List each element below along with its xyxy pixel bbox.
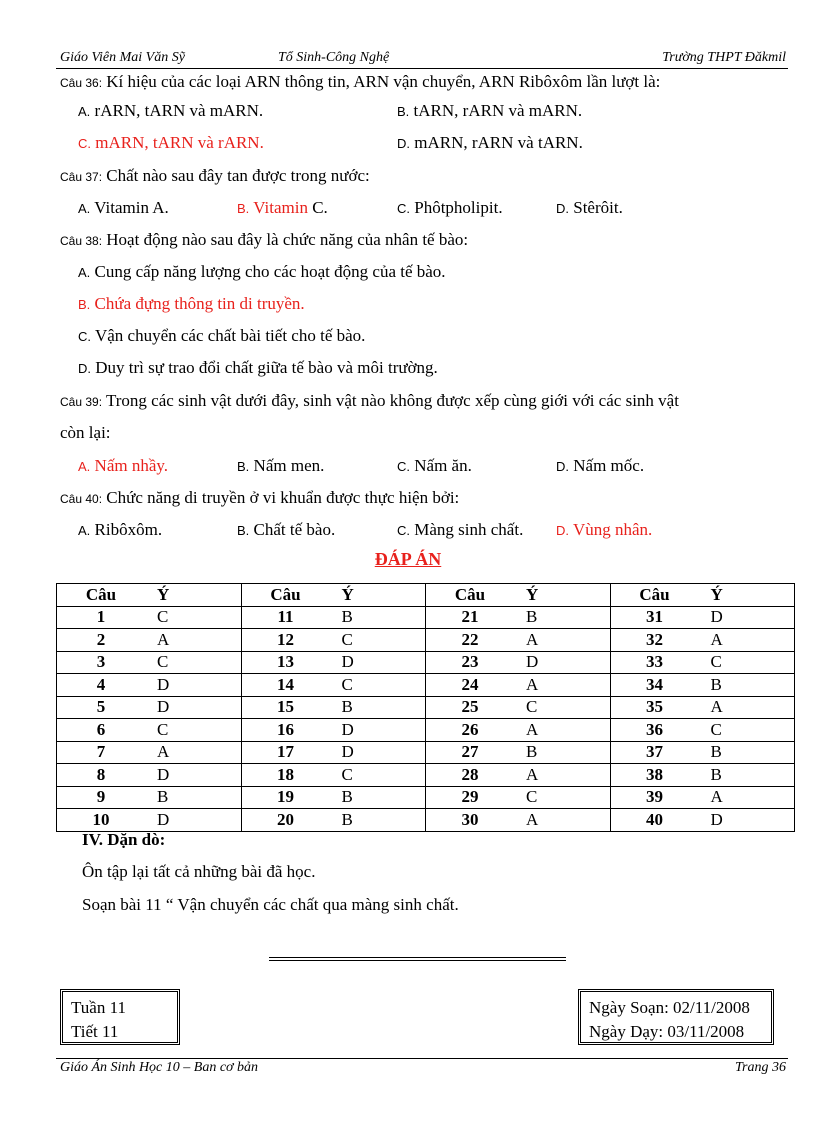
answer-letter: C <box>341 674 353 694</box>
answer-letter: C <box>341 764 353 784</box>
answer-letter: D <box>157 764 170 784</box>
answer-key-cell <box>426 629 611 652</box>
question-36: Câu 36: Kí hiệu của các loại ARN thông tin, ARN vận chuyển, ARN Ribôxôm lần lượt là: <box>60 72 661 91</box>
answer-key-row <box>57 606 795 629</box>
taught-date: Ngày Dạy: 03/11/2008 <box>589 1022 745 1041</box>
question-number: 19 <box>277 787 294 807</box>
answer-key-cell <box>610 809 795 832</box>
header-school: Trường THPT Đăkmil <box>662 50 786 65</box>
answer-letter: A <box>710 787 723 807</box>
q40-option-b: B. Chất tế bào. <box>237 520 336 539</box>
q37-option-b-correct: B. Vitamin C. <box>237 198 328 217</box>
answer-key-cell <box>610 786 795 809</box>
answer-key-row <box>57 696 795 719</box>
header-department: Tổ Sinh-Công Nghệ <box>278 50 390 65</box>
answer-letter: D <box>341 652 354 672</box>
question-number: 33 <box>646 652 663 672</box>
answer-letter: A <box>710 629 723 649</box>
question-number: 5 <box>96 697 106 717</box>
answer-key-cell <box>57 719 242 742</box>
question-number: 15 <box>277 697 294 717</box>
question-number: 31 <box>646 607 663 627</box>
question-number: 24 <box>461 674 479 694</box>
answer-letter: C <box>157 607 169 627</box>
answer-key-cell <box>57 584 242 607</box>
question-number: 8 <box>96 764 106 784</box>
question-number: 16 <box>277 719 294 739</box>
week-label: Tuần 11 <box>71 998 126 1017</box>
answer-key-cell <box>241 584 426 607</box>
question-number: 17 <box>277 742 294 762</box>
question-number: 35 <box>646 697 663 717</box>
answer-letter: B <box>710 674 722 694</box>
answer-key-cell <box>57 606 242 629</box>
answer-key-cell <box>241 786 426 809</box>
answer-key-row <box>57 809 795 832</box>
col-header-y: Ý <box>710 584 723 604</box>
question-number: 1 <box>96 607 106 627</box>
answer-letter: C <box>526 697 538 717</box>
answer-letter: A <box>526 674 539 694</box>
q36-option-b: B. tARN, rARN và mARN. <box>397 101 583 120</box>
question-number: 6 <box>96 719 106 739</box>
answer-key-cell <box>426 606 611 629</box>
answer-letter: A <box>526 764 539 784</box>
answer-key-cell <box>610 584 795 607</box>
q37-option-c: C. Phôtpholipit. <box>397 198 503 217</box>
question-number: 28 <box>461 764 479 784</box>
answer-key-header-row <box>57 584 795 607</box>
question-36-text: Kí hiệu của các loại ARN thông tin, ARN vận chuyển, ARN Ribôxôm lần lượt là: <box>106 72 661 91</box>
answer-letter: D <box>341 719 354 739</box>
question-number: 7 <box>96 742 106 762</box>
answer-key-cell <box>241 719 426 742</box>
col-header-cau: Câu <box>85 584 117 604</box>
answer-key-cell <box>426 584 611 607</box>
week-box <box>60 989 180 1045</box>
q37-option-a: A. Vitamin A. <box>78 198 169 217</box>
question-38: Câu 38: Hoạt động nào sau đây là chức năng của nhân tế bào: <box>60 230 469 249</box>
answer-key-cell <box>426 809 611 832</box>
answer-letter: A <box>526 719 539 739</box>
answer-key-cell <box>610 764 795 787</box>
q39-option-c: C. Nấm ăn. <box>397 456 472 475</box>
col-header-y: Ý <box>526 584 539 604</box>
answer-key-cell <box>241 629 426 652</box>
answer-letter: D <box>710 607 723 627</box>
question-number: 38 <box>646 764 663 784</box>
q39-option-b: B. Nấm men. <box>237 456 325 475</box>
header-rule <box>56 68 788 69</box>
answer-letter: B <box>157 787 169 807</box>
question-number: 12 <box>277 629 294 649</box>
question-number: 14 <box>277 674 294 694</box>
answer-letter: C <box>157 652 169 672</box>
question-number: 37 <box>646 742 663 762</box>
answer-key-cell <box>241 809 426 832</box>
answer-key-cell <box>426 674 611 697</box>
answer-key-cell <box>426 786 611 809</box>
q40-option-d-correct: D. Vùng nhân. <box>556 520 653 539</box>
question-number: 30 <box>461 809 479 829</box>
question-number: 32 <box>646 629 663 649</box>
q40-option-a: A. Ribôxôm. <box>78 520 163 539</box>
answer-key-cell <box>57 674 242 697</box>
question-40: Câu 40: Chức năng di truyền ở vi khuẩn được thực hiện bởi: <box>60 488 460 507</box>
q38-option-a: A. Cung cấp năng lượng cho các hoạt động của tế bào. <box>78 262 446 281</box>
header-teacher: Giáo Viên Mai Văn Sỹ <box>60 50 185 65</box>
answer-key-cell <box>241 741 426 764</box>
question-number: 36 <box>646 719 663 739</box>
question-number: 39 <box>646 787 663 807</box>
answer-letter: D <box>157 697 170 717</box>
answer-key-cell <box>610 741 795 764</box>
question-number: 3 <box>96 652 106 672</box>
answer-key-cell <box>610 674 795 697</box>
answer-key-row <box>57 629 795 652</box>
col-header-y: Ý <box>157 584 170 604</box>
date-box <box>578 989 774 1045</box>
answer-letter: B <box>710 742 722 762</box>
answer-key-cell <box>426 651 611 674</box>
answer-letter: B <box>341 697 353 717</box>
question-number: 10 <box>92 809 110 829</box>
divider <box>269 957 566 961</box>
answer-key-cell <box>57 741 242 764</box>
question-number: 9 <box>96 787 106 807</box>
answer-key-row <box>57 741 795 764</box>
answer-letter: D <box>341 742 354 762</box>
q36-option-d: D. mARN, rARN và tARN. <box>397 133 583 152</box>
answer-key-cell <box>426 696 611 719</box>
q36-option-c-correct: C. mARN, tARN và rARN. <box>78 133 264 152</box>
col-header-y: Ý <box>341 584 354 604</box>
answer-key-cell <box>241 696 426 719</box>
answer-letter: C <box>157 719 169 739</box>
col-header-cau: Câu <box>454 584 486 604</box>
q38-option-b-correct: B. Chứa đựng thông tin di truyền. <box>78 294 305 313</box>
answer-key-cell <box>57 764 242 787</box>
question-number: 26 <box>461 719 479 739</box>
q39-option-a-correct: A. Nấm nhầy. <box>78 456 169 475</box>
question-number: 40 <box>646 809 663 829</box>
answer-key-cell <box>241 674 426 697</box>
question-number: 25 <box>461 697 479 717</box>
q38-option-d: D. Duy trì sự trao đổi chất giữa tế bào và môi trường. <box>78 358 438 377</box>
question-39: Câu 39: Trong các sinh vật dưới đây, sinh vật nào không được xếp cùng giới với các sinh vật <box>60 391 679 410</box>
question-37-text: Chất nào sau đây tan được trong nước: <box>106 166 370 185</box>
answer-letter: D <box>157 674 170 694</box>
period-label: Tiết 11 <box>71 1022 119 1041</box>
answer-letter: B <box>341 787 353 807</box>
answer-letter: B <box>710 764 722 784</box>
question-number: 20 <box>277 809 294 829</box>
answer-letter: C <box>710 652 722 672</box>
answer-letter: A <box>157 742 170 762</box>
answer-letter: C <box>710 719 722 739</box>
answer-key-cell <box>57 809 242 832</box>
question-number: 23 <box>461 652 479 672</box>
answer-letter: C <box>526 787 538 807</box>
col-header-cau: Câu <box>270 584 301 604</box>
answer-key-cell <box>426 719 611 742</box>
answer-key-cell <box>241 764 426 787</box>
question-40-text: Chức năng di truyền ở vi khuẩn được thực hiện bởi: <box>106 488 460 507</box>
question-37: Câu 37: Chất nào sau đây tan được trong nước: <box>60 166 370 185</box>
question-number: 29 <box>461 787 479 807</box>
answer-letter: D <box>710 809 723 829</box>
question-number: 2 <box>96 629 106 649</box>
question-38-text: Hoạt động nào sau đây là chức năng của nhân tế bào: <box>106 230 469 249</box>
q36-option-a: A. rARN, tARN và mARN. <box>78 101 264 120</box>
footer-right: Trang 36 <box>735 1060 786 1075</box>
answer-key-cell <box>610 629 795 652</box>
prepared-date: Ngày Soạn: 02/11/2008 <box>589 998 750 1017</box>
answer-key-cell <box>610 651 795 674</box>
answer-letter: A <box>526 629 539 649</box>
answer-key-title: ĐÁP ÁN <box>374 549 442 569</box>
question-number: 11 <box>277 607 294 627</box>
answer-key-cell <box>610 696 795 719</box>
answer-key-row <box>57 719 795 742</box>
question-number: 18 <box>277 764 294 784</box>
q39-option-d: D. Nấm mốc. <box>556 456 645 475</box>
question-39-text: Trong các sinh vật dưới đây, sinh vật nào không được xếp cùng giới với các sinh vật <box>105 391 679 410</box>
answer-key-row <box>57 764 795 787</box>
answer-letter: C <box>341 629 353 649</box>
answer-key-cell <box>610 606 795 629</box>
answer-letter: B <box>526 607 538 627</box>
question-number: 22 <box>461 629 479 649</box>
section-heading: IV. Dặn dò: <box>82 830 166 849</box>
answer-key-cell <box>426 764 611 787</box>
col-header-cau: Câu <box>639 584 670 604</box>
answer-key-cell <box>57 651 242 674</box>
answer-letter: D <box>157 809 170 829</box>
answer-key-cell <box>57 629 242 652</box>
answer-letter: B <box>341 809 353 829</box>
answer-key-row <box>57 786 795 809</box>
answer-letter: A <box>157 629 170 649</box>
answer-key-row <box>57 651 795 674</box>
question-number: 27 <box>461 742 479 762</box>
answer-key-row <box>57 674 795 697</box>
answer-key-table <box>56 583 795 832</box>
answer-letter: A <box>710 697 723 717</box>
answer-letter: B <box>341 607 353 627</box>
q37-option-d: D. Stêrôit. <box>556 198 623 217</box>
section-line-1: Ôn tập lại tất cả những bài đã học. <box>82 862 316 881</box>
q40-option-c: C. Màng sinh chất. <box>397 520 524 539</box>
answer-key-cell <box>610 719 795 742</box>
answer-key-cell <box>241 651 426 674</box>
question-number: 13 <box>277 652 294 672</box>
answer-key-cell <box>57 786 242 809</box>
answer-letter: B <box>526 742 538 762</box>
question-number: 21 <box>461 607 479 627</box>
q38-option-c: C. Vận chuyển các chất bài tiết cho tế bào. <box>78 326 366 345</box>
question-number: 4 <box>96 674 106 694</box>
footer-rule <box>56 1058 788 1059</box>
question-39-text-cont: còn lại: <box>60 423 111 442</box>
answer-key-cell <box>57 696 242 719</box>
answer-letter: A <box>526 809 539 829</box>
footer-left: Giáo Án Sinh Học 10 – Ban cơ bản <box>60 1060 259 1075</box>
answer-letter: D <box>526 652 539 672</box>
answer-key-cell <box>426 741 611 764</box>
answer-key-cell <box>241 606 426 629</box>
question-number: 34 <box>646 674 663 694</box>
section-line-2: Soạn bài 11 “ Vận chuyển các chất qua màng sinh chất. <box>82 895 459 914</box>
